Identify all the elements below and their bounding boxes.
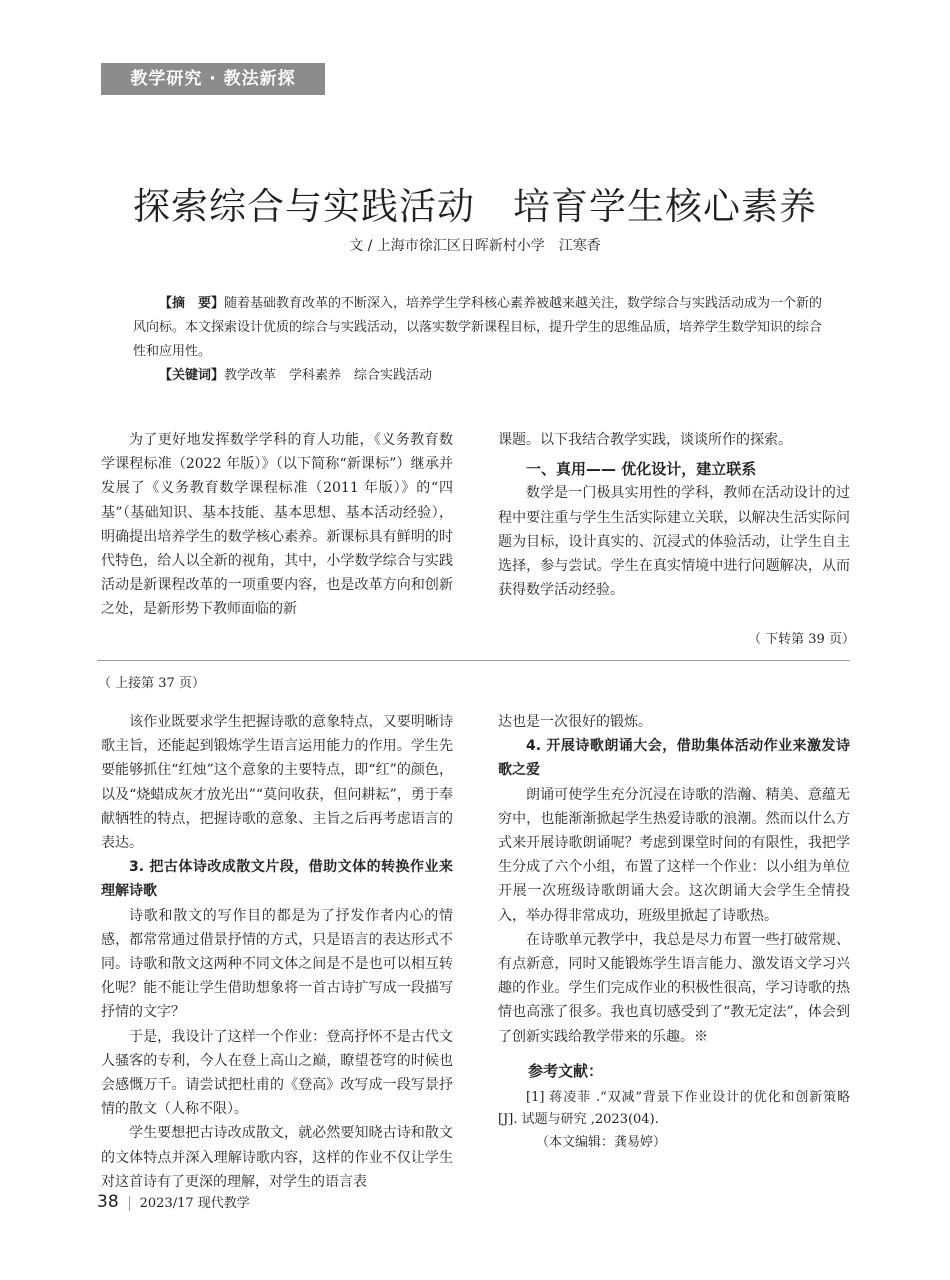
body-paragraph: 达也是一次很好的锻炼。 <box>498 714 652 730</box>
reference-item: [1] 蒋凌菲 .“双减”背景下作业设计的优化和创新策略 [J]. 试题与研究 ,2023(04). <box>498 1090 850 1128</box>
lower-right-column <box>498 710 850 1155</box>
section-banner: 教学研究 · 教法新探 <box>101 63 325 95</box>
upper-right-column <box>498 428 850 602</box>
article-byline: 文 / 上海市徐汇区日晖新村小学 江寒香 <box>349 238 601 254</box>
abstract-label: 【摘 要】 <box>159 296 225 311</box>
page-number: 38 <box>97 1192 119 1212</box>
abstract-paragraph <box>133 292 833 364</box>
body-paragraph: 该作业既要求学生把握诗歌的意象特点，又要明晰诗歌主旨，还能起到锻炼学生语言运用能力的作用。学生先要能够抓住“红烛”这个意象的主要特点，即“红”的颜色，以及“烧蜡成灰才放光出”“莫问收获，但问耕耘”，勇于奉献牺牲的特点，把握诗歌的意象、主旨之后再考虑语言的表达。 <box>101 714 453 852</box>
keywords-paragraph <box>133 364 833 388</box>
references-heading: 参考文献： <box>528 1061 604 1080</box>
body-paragraph: 为了更好地发挥数学学科的育人功能，《义务教育数学课程标准（2022 年版）》（以下简称“新课标”）继承并发展了《义务教育数学课程标准（2011 年版）》的“四基”（基础知识、基本技能、基本思想、基本活动经验），明确提出培养学生的数学核心素养。新课标具有鲜明的时代特色，给人以全新的视角，其中，小学数学综合与实践活动是新课程改革的一项重要内容，也是改革方向和创新之处，是新形势下教师面临的新 <box>101 432 453 618</box>
body-paragraph: 课题。以下我结合教学实践，谈谈所作的探索。 <box>498 432 792 448</box>
body-paragraph: 朗诵可使学生充分沉浸在诗歌的浩瀚、精美、意蕴无穷中，也能渐渐掀起学生热爱诗歌的浪潮。然而以什么方式来开展诗歌朗诵呢？考虑到课堂时间的有限性，我把学生分成了六个小组，布置了这样一个作业：以小组为单位开展一次班级诗歌朗诵大会。这次朗诵大会学生全情投入，举办得非常成功，班级里掀起了诗歌热。 <box>498 786 850 924</box>
editor-note: （本文编辑：龚易婷） <box>536 1135 667 1151</box>
body-paragraph: 在诗歌单元教学中，我总是尽力布置一些打破常规、有点新意，同时又能锻炼学生语言能力、激发语文学习兴趣的作业。学生们完成作业的积极性很高，学习诗歌的热情也高涨了很多。我也真切感受到了“教无定法”，体会到了创新实践给教学带来的乐趣。※ <box>498 931 850 1045</box>
body-paragraph: 学生要想把古诗改成散文，就必然要知晓古诗和散文的文体特点并深入理解诗歌内容，这样的作业不仅让学生对这首诗有了更深的理解，对学生的语言表 <box>101 1125 453 1190</box>
body-paragraph: 数学是一门极具实用性的学科，教师在活动设计的过程中要注重与学生生活实际建立关联，以解决生活实际问题为目标，设计真实的、沉浸式的体验活动，让学生自主选择，参与尝试。学生在真实情境中进行问题解决，从而获得数学活动经验。 <box>498 485 850 599</box>
continued-to-note: （ 下转第 39 页） <box>748 632 855 647</box>
keywords-text: 教学改革 学科素养 综合实践活动 <box>224 368 433 383</box>
page-footer <box>97 1192 250 1212</box>
article-title: 探索综合与实践活动 培育学生核心素养 <box>133 185 817 228</box>
issue-info: 2023/17 现代教学 <box>139 1196 250 1211</box>
subsection-heading: 3. 把古体诗改成散文片段，借助文体的转换作业来理解诗歌 <box>101 859 453 900</box>
abstract-block <box>133 292 833 388</box>
continued-from-note: （ 上接第 37 页） <box>98 676 205 691</box>
footer-separator <box>129 1196 130 1211</box>
lower-left-column <box>101 710 453 1194</box>
keywords-label: 【关键词】 <box>159 368 225 383</box>
section-heading: 一、真用—— 优化设计，建立联系 <box>526 460 757 479</box>
abstract-text: 随着基础教育改革的不断深入，培养学生学科核心素养被越来越关注，数学综合与实践活动成为一个新的风向标。本文探索设计优质的综合与实践活动，以落实数学新课程目标，提升学生的思维品质，培养学生数学知识的综合性和应用性。 <box>133 296 823 359</box>
body-paragraph: 于是，我设计了这样一个作业：登高抒怀不是古代文人骚客的专利，今人在登上高山之巅，瞭望苍穹的时候也会感慨万千。请尝试把杜甫的《登高》改写成一段写景抒情的散文（人称不限）。 <box>101 1028 453 1118</box>
upper-left-column <box>101 428 453 622</box>
subsection-heading: 4. 开展诗歌朗诵大会，借助集体活动作业来激发诗歌之爱 <box>498 738 850 779</box>
divider <box>97 660 850 661</box>
body-paragraph: 诗歌和散文的写作目的都是为了抒发作者内心的情感，都常常通过借景抒情的方式，只是语言的表达形式不同。诗歌和散文这两种不同文体之间是不是也可以相互转化呢？能不能让学生借助想象将一首古诗扩写成一段描写抒情的文字？ <box>101 907 453 1021</box>
